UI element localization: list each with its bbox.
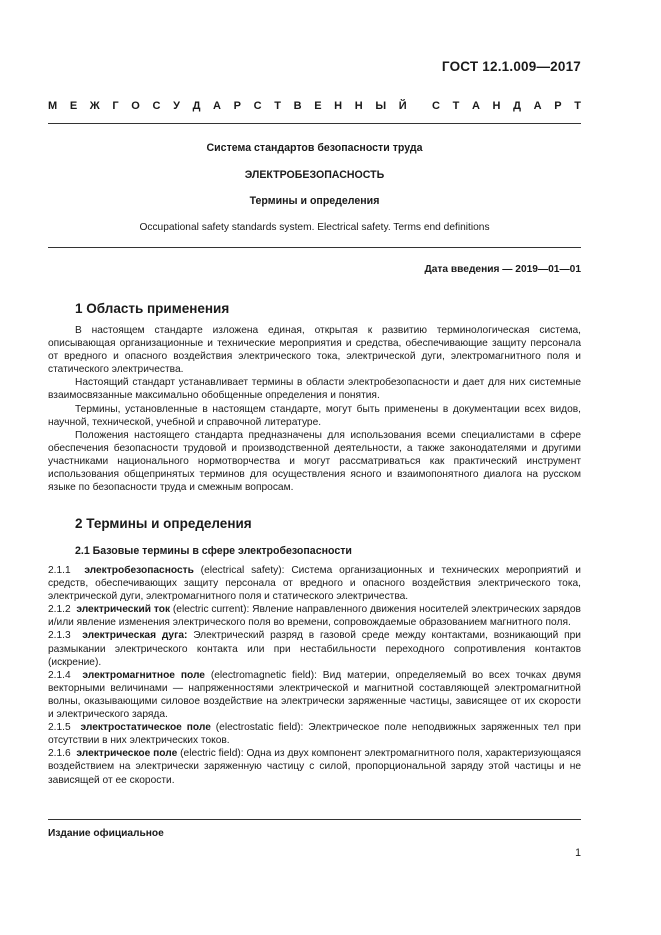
term-definition: Система организационных и технических мероприятий и средств, обеспечивающих защиту персонала от вредного и опасного воздействия электрического тока, электрической дуги, электромагнитного поля и статического электричества. [48, 565, 581, 603]
section-1-body [48, 324, 581, 494]
gost-code: ГОСТ 12.1.009—2017 [441, 59, 581, 74]
term-name: электромагнитное поле [82, 669, 205, 681]
english-title: Occupational safety standards system. Electrical safety. Terms end definitions [139, 222, 490, 233]
term-english: (electrical safety): [193, 565, 292, 576]
term-english: (electrostatic field): [210, 722, 309, 734]
term-number: 2.1.4 [48, 669, 71, 681]
paragraph: Положения настоящего стандарта предназначены для использования всеми специалистами в сфере обеспечения безопасности трудовой и производственной деятельности, а также законодателями и другими участниками национального нормотворчества и могут рассматриваться как практический инструмент использования общепринятых терминов для осуществления ясного и взаимопонятного диалога на русском языке по безопасности труда и смежным вопросам. [48, 429, 581, 494]
term-number: 2.1.6 [48, 748, 71, 760]
banner-letter: Ы [375, 100, 387, 112]
term-definition: Одна из двух компонент электромагнитного поля, характеризующаяся воздействием на электрически заряженную частицу с силой, пропорциональной заряду этой частицы и не зависящей от ее скорости. [48, 748, 581, 786]
banner-letter: Н [354, 100, 363, 112]
term-entry [48, 564, 581, 603]
banner-letter: В [293, 100, 302, 112]
banner-letter: Т [452, 100, 460, 112]
edition-label: Издание официальное [48, 828, 164, 839]
banner-letter: Й [398, 100, 407, 112]
term-entry [48, 669, 581, 721]
term-definition: Электрический разряд в газовой среде между контактами, возникающий при размыкании электрического контакта или при нестабильности переходного сопротивления контактов (искрение). [48, 630, 581, 668]
banner-letter: С [431, 100, 440, 112]
page-number: 1 [575, 847, 581, 859]
banner-letter: Ж [89, 100, 100, 112]
banner-letter: Т [574, 100, 581, 112]
banner-letter: Р [233, 100, 241, 112]
term-definition: Электрическое поле неподвижных заряженных тел при отсутствии в них электрических токов. [48, 722, 581, 747]
term-number: 2.1.5 [48, 722, 71, 734]
banner-letter: Е [314, 100, 322, 112]
section-2-heading: 2 Термины и определения [75, 516, 252, 531]
term-name: электрический ток [76, 604, 171, 616]
section-2-1-heading: 2.1 Базовые термины в сфере электробезопасности [75, 545, 352, 557]
term-entry [48, 747, 581, 786]
banner-letter: Р [554, 100, 562, 112]
paragraph: Настоящий стандарт устанавливает термины в области электробезопасности и дает для них системные взаимосвязанные максимально обобщенные определения и понятия. [48, 377, 581, 402]
term-english: (electromagnetic field): [204, 669, 323, 681]
term-entry [48, 721, 581, 747]
term-number: 2.1.1 [48, 565, 71, 576]
interstate-standard-banner [48, 100, 581, 114]
term-name: электробезопасность [84, 565, 194, 576]
subject-title: ЭЛЕКТРОБЕЗОПАСНОСТЬ [244, 169, 385, 181]
term-entry [48, 629, 581, 668]
banner-letter: А [471, 100, 480, 112]
banner-letter: Н [492, 100, 501, 112]
part-title: Термины и определения [249, 195, 380, 207]
paragraph: В настоящем стандарте изложена единая, открытая к развитию терминологическая система, описывающая организационные и технические мероприятия и средства, обеспечивающие защиту персонала от вредного и опасного воздействия электрического тока, электрической дуги, электромагнитного поля и статического электричества. [48, 325, 581, 376]
term-definition: Явление направленного движения носителей электрических зарядов и/или явление изменения электрического поля во времени, сопровождаемые образованием магнитного поля. [48, 604, 581, 629]
term-number: 2.1.2 [48, 604, 71, 616]
term-english: (electric field): [177, 748, 247, 760]
term-name: электрическая дуга: [82, 630, 188, 642]
paragraph: Термины, установленные в настоящем стандарте, могут быть применены в документации всех видов, научной, технической, учебной и справочной литературе. [48, 403, 581, 428]
banner-letter: Д [192, 100, 201, 112]
terms-list [48, 564, 581, 787]
term-number: 2.1.3 [48, 630, 71, 642]
term-name: электрическое поле [76, 748, 178, 760]
banner-letter: Н [334, 100, 343, 112]
introduction-date: Дата введения — 2019—01—01 [424, 264, 581, 275]
footer-rule [48, 819, 581, 820]
system-title: Система стандартов безопасности труда [206, 142, 423, 154]
banner-letter: С [253, 100, 262, 112]
term-entry [48, 603, 581, 629]
banner-letter: С [152, 100, 161, 112]
header-rule [48, 123, 581, 124]
banner-letter: Г [112, 100, 119, 112]
banner-letter: У [173, 100, 180, 112]
banner-letter: Д [513, 100, 521, 112]
section-1-heading: 1 Область применения [75, 301, 230, 316]
banner-letter: Т [274, 100, 281, 112]
term-definition: Вид материи, определяемый во всех точках двумя векторными величинами — напряженностями электрической и магнитной составляющей электромагнитной волны, оказывающими силовое воздействие на электрически заряженные частицы, зависящее от их скорости и электрического заряда. [48, 669, 581, 721]
title-rule [48, 247, 581, 248]
banner-letter: Е [69, 100, 78, 112]
term-name: электростатическое поле [80, 722, 211, 734]
banner-letter: О [131, 100, 140, 112]
banner-letter: М [48, 100, 58, 112]
banner-letter: А [533, 100, 542, 112]
term-english: (electric current): [170, 604, 253, 616]
banner-letter: А [213, 100, 221, 112]
